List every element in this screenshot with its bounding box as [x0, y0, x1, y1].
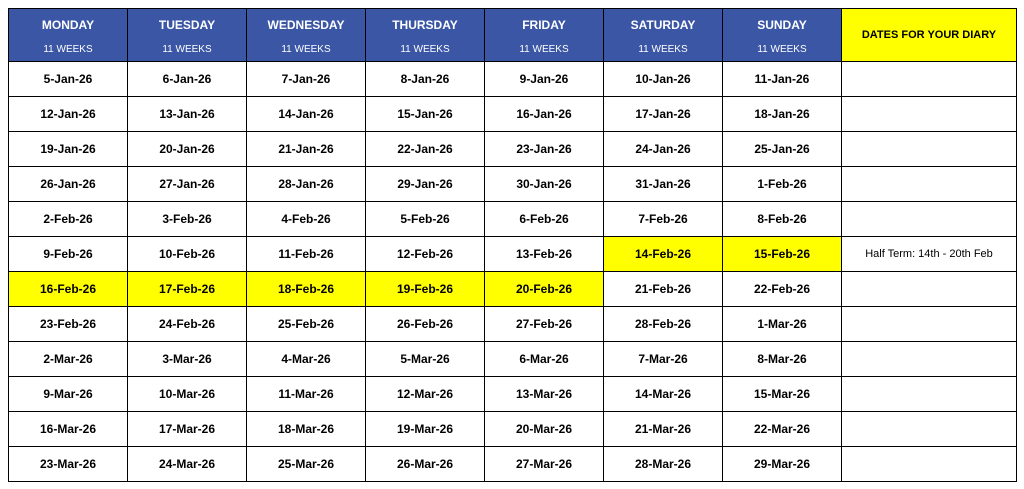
week-row	[9, 167, 1017, 202]
date-cell: 13-Jan-26	[128, 97, 247, 132]
week-row	[9, 307, 1017, 342]
date-cell: 11-Feb-26	[247, 237, 366, 272]
date-cell-highlighted: 19-Feb-26	[366, 272, 485, 307]
header-saturday	[604, 9, 723, 62]
calendar-body	[9, 62, 1017, 482]
day-name: SATURDAY	[630, 17, 696, 32]
date-cell: 1-Mar-26	[723, 307, 842, 342]
date-cell: 28-Mar-26	[604, 447, 723, 482]
diary-note	[842, 342, 1017, 377]
date-cell: 28-Jan-26	[247, 167, 366, 202]
header-sunday	[723, 9, 842, 62]
week-row	[9, 202, 1017, 237]
day-name: TUESDAY	[158, 17, 216, 32]
date-cell: 22-Jan-26	[366, 132, 485, 167]
diary-note	[842, 62, 1017, 97]
date-cell-highlighted: 16-Feb-26	[9, 272, 128, 307]
week-row	[9, 412, 1017, 447]
date-cell: 1-Feb-26	[723, 167, 842, 202]
date-cell: 4-Mar-26	[247, 342, 366, 377]
week-count: 11 WEEKS	[519, 43, 569, 55]
date-cell: 9-Feb-26	[9, 237, 128, 272]
date-cell: 14-Jan-26	[247, 97, 366, 132]
header-diary: DATES FOR YOUR DIARY	[842, 9, 1017, 62]
date-cell: 23-Feb-26	[9, 307, 128, 342]
date-cell: 6-Mar-26	[485, 342, 604, 377]
date-cell: 23-Jan-26	[485, 132, 604, 167]
date-cell: 25-Feb-26	[247, 307, 366, 342]
date-cell: 14-Mar-26	[604, 377, 723, 412]
header-monday	[9, 9, 128, 62]
week-row	[9, 377, 1017, 412]
date-cell: 4-Feb-26	[247, 202, 366, 237]
date-cell: 21-Feb-26	[604, 272, 723, 307]
date-cell: 5-Feb-26	[366, 202, 485, 237]
date-cell: 11-Jan-26	[723, 62, 842, 97]
date-cell: 13-Feb-26	[485, 237, 604, 272]
date-cell: 16-Jan-26	[485, 97, 604, 132]
date-cell: 10-Jan-26	[604, 62, 723, 97]
day-name: WEDNESDAY	[267, 17, 345, 32]
date-cell: 8-Mar-26	[723, 342, 842, 377]
date-cell: 15-Mar-26	[723, 377, 842, 412]
date-cell: 29-Jan-26	[366, 167, 485, 202]
header-wednesday	[247, 9, 366, 62]
date-cell: 24-Feb-26	[128, 307, 247, 342]
date-cell: 20-Jan-26	[128, 132, 247, 167]
date-cell: 20-Mar-26	[485, 412, 604, 447]
date-cell: 13-Mar-26	[485, 377, 604, 412]
date-cell: 22-Mar-26	[723, 412, 842, 447]
date-cell: 24-Jan-26	[604, 132, 723, 167]
date-cell-highlighted: 20-Feb-26	[485, 272, 604, 307]
diary-note	[842, 202, 1017, 237]
date-cell: 12-Feb-26	[366, 237, 485, 272]
date-cell: 5-Jan-26	[9, 62, 128, 97]
day-name: THURSDAY	[392, 17, 458, 32]
date-cell: 8-Feb-26	[723, 202, 842, 237]
date-cell: 24-Mar-26	[128, 447, 247, 482]
week-row	[9, 342, 1017, 377]
date-cell: 23-Mar-26	[9, 447, 128, 482]
date-cell: 16-Mar-26	[9, 412, 128, 447]
date-cell: 7-Mar-26	[604, 342, 723, 377]
day-name: SUNDAY	[757, 17, 807, 32]
date-cell: 28-Feb-26	[604, 307, 723, 342]
week-row	[9, 272, 1017, 307]
date-cell: 25-Jan-26	[723, 132, 842, 167]
term-calendar-table	[8, 8, 1017, 482]
date-cell: 27-Mar-26	[485, 447, 604, 482]
diary-note	[842, 132, 1017, 167]
date-cell-highlighted: 18-Feb-26	[247, 272, 366, 307]
date-cell: 5-Mar-26	[366, 342, 485, 377]
date-cell: 8-Jan-26	[366, 62, 485, 97]
week-row	[9, 62, 1017, 97]
header-friday	[485, 9, 604, 62]
diary-note	[842, 447, 1017, 482]
date-cell: 19-Jan-26	[9, 132, 128, 167]
week-count: 11 WEEKS	[43, 43, 93, 55]
date-cell: 30-Jan-26	[485, 167, 604, 202]
week-row	[9, 132, 1017, 167]
date-cell: 31-Jan-26	[604, 167, 723, 202]
date-cell: 2-Mar-26	[9, 342, 128, 377]
date-cell: 15-Jan-26	[366, 97, 485, 132]
date-cell: 19-Mar-26	[366, 412, 485, 447]
diary-note	[842, 97, 1017, 132]
header-row	[9, 9, 1017, 62]
date-cell: 3-Mar-26	[128, 342, 247, 377]
date-cell: 27-Jan-26	[128, 167, 247, 202]
date-cell: 17-Mar-26	[128, 412, 247, 447]
week-count: 11 WEEKS	[281, 43, 331, 55]
date-cell: 3-Feb-26	[128, 202, 247, 237]
date-cell-highlighted: 17-Feb-26	[128, 272, 247, 307]
diary-note	[842, 377, 1017, 412]
date-cell: 27-Feb-26	[485, 307, 604, 342]
date-cell: 6-Feb-26	[485, 202, 604, 237]
date-cell: 12-Jan-26	[9, 97, 128, 132]
day-name: MONDAY	[41, 17, 95, 32]
date-cell: 21-Jan-26	[247, 132, 366, 167]
date-cell: 29-Mar-26	[723, 447, 842, 482]
date-cell: 9-Jan-26	[485, 62, 604, 97]
diary-note	[842, 272, 1017, 307]
date-cell: 7-Jan-26	[247, 62, 366, 97]
week-row	[9, 447, 1017, 482]
date-cell-highlighted: 15-Feb-26	[723, 237, 842, 272]
date-cell: 26-Feb-26	[366, 307, 485, 342]
date-cell: 11-Mar-26	[247, 377, 366, 412]
diary-note: Half Term: 14th - 20th Feb	[842, 237, 1017, 272]
week-row	[9, 97, 1017, 132]
diary-note	[842, 412, 1017, 447]
date-cell: 25-Mar-26	[247, 447, 366, 482]
date-cell: 6-Jan-26	[128, 62, 247, 97]
date-cell: 26-Mar-26	[366, 447, 485, 482]
date-cell: 12-Mar-26	[366, 377, 485, 412]
date-cell: 17-Jan-26	[604, 97, 723, 132]
date-cell: 18-Mar-26	[247, 412, 366, 447]
date-cell: 22-Feb-26	[723, 272, 842, 307]
date-cell: 7-Feb-26	[604, 202, 723, 237]
date-cell: 21-Mar-26	[604, 412, 723, 447]
date-cell: 2-Feb-26	[9, 202, 128, 237]
header-thursday	[366, 9, 485, 62]
date-cell: 18-Jan-26	[723, 97, 842, 132]
diary-note	[842, 167, 1017, 202]
header-tuesday	[128, 9, 247, 62]
date-cell: 10-Mar-26	[128, 377, 247, 412]
date-cell: 9-Mar-26	[9, 377, 128, 412]
day-name: FRIDAY	[522, 17, 566, 32]
week-count: 11 WEEKS	[162, 43, 212, 55]
date-cell: 10-Feb-26	[128, 237, 247, 272]
week-count: 11 WEEKS	[400, 43, 450, 55]
week-count: 11 WEEKS	[757, 43, 807, 55]
week-row	[9, 237, 1017, 272]
date-cell: 26-Jan-26	[9, 167, 128, 202]
diary-note	[842, 307, 1017, 342]
week-count: 11 WEEKS	[638, 43, 688, 55]
date-cell-highlighted: 14-Feb-26	[604, 237, 723, 272]
